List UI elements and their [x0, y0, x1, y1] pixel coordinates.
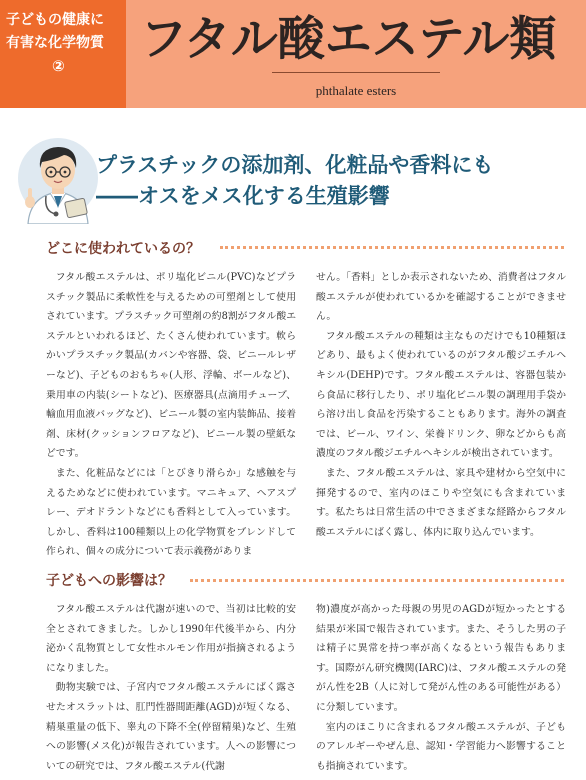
doctor-icon [16, 132, 100, 224]
section-heading-effects: 子どもへの影響は？ [46, 573, 172, 589]
series-number: ② [52, 57, 65, 75]
paragraph: また、化粧品などには「とびきり滑らか」な感触を与えるためなどに使われています。マニキュア、ヘアスプレー、デオドラントなどにも香料として入っています。しかし、香料は100種類以上の化学物質をブレンドして作られ、個々の成分について表示義務がありま [46, 467, 296, 558]
series-tag-line2: 有害な化学物質 [6, 35, 104, 51]
title-band [126, 0, 586, 108]
section-divider-usage [220, 246, 564, 249]
title-divider [272, 72, 440, 73]
series-tag [0, 0, 126, 108]
effects-column-left [46, 600, 296, 776]
paragraph: フタル酸エステルは、ポリ塩化ビニル(PVC)などプラスチック製品に柔軟性を与えるための可塑剤として使用されています。プラスチック可塑剤の約8割がフタル酸エステルといわれるほど、たくさん使われています。軟らかいプラスチック製品(カバンや容器、袋、ビニールレザーなど)、子どものおもちゃ(人形、浮輪、ボールなど)、乗用車の内装(シートなど)、医療器具(点滴用チューブ、輸血用血液バッグなど)、ビニール製の室内装飾品、接着剤、床材(クッションフロアなど)、ビニール製の壁紙などです。 [46, 272, 296, 460]
page-header [0, 0, 586, 108]
headline [96, 150, 493, 212]
paragraph: フタル酸エステルの種類は主なものだけでも10種類ほどあり、最もよく使われているのがフタル酸ジエチルヘキシル(DEHP)です。フタル酸エステルは、容器包装から食品に移行したり、ポリ塩化ビニル製の調理用手袋から溶け出し食品を汚染することもあります。海外の調査では、ビール、ワイン、栄養ドリンク、卵などからも高濃度のフタル酸ジエチルヘキシルが検出されています。 [316, 330, 566, 460]
paragraph: せん。「香料」としか表示されないため、消費者はフタル酸エステルが使われているかを確認することができません。 [316, 272, 566, 323]
paragraph: 室内のほこりに含まれるフタル酸エステルが、子どものアレルギーやぜん息、認知・学習能力へ影響することも指摘されています。 [316, 721, 566, 772]
page-title: フタル酸エステル類 [140, 12, 557, 67]
paragraph: また、フタル酸エステルは、家具や建材から空気中に揮発するので、室内のほこりや空気にも含まれています。私たちは日常生活の中でさまざまな経路からフタル酸エステルにばく露し、体内に取り込んでいます。 [316, 467, 566, 538]
section-heading-usage: どこに使われているの？ [46, 241, 200, 257]
usage-column-right [316, 268, 566, 542]
series-tag-line1: 子どもの健康に [6, 12, 104, 28]
headline-line1: プラスチックの添加剤、化粧品や香料にも [96, 153, 494, 177]
section-divider-effects [190, 579, 564, 582]
paragraph: 物)濃度が高かった母親の男児のAGDが短かったとする結果が米国で報告されています。また、そうした男の子は精子に異常を持つ率が高くなるという報告もあります。国際がん研究機関(IARC)は、フタル酸エステルの発がん性を2B（人に対して発がん性のある可能性がある）に分類しています。 [316, 604, 566, 713]
page-subtitle: phthalate esters [315, 83, 397, 98]
paragraph: 動物実験では、子宮内でフタル酸エステルにばく露させたオスラットは、肛門性器間距離(AGD)が短くなる、精巣重量の低下、睾丸の下降不全(停留精巣)など、生殖への影響(メス化)が報告されています。人への影響についての研究では、フタル酸エステル(代謝 [46, 682, 296, 772]
usage-column-left [46, 268, 296, 562]
headline-line2: ――オスをメス化する生殖影響 [96, 184, 390, 208]
paragraph: フタル酸エステルは代謝が速いので、当初は比較的安全とされてきました。しかし1990年代後半から、内分泌かく乱物質として女性ホルモン作用が指摘されるようになりました。 [46, 604, 296, 674]
effects-column-right [316, 600, 566, 776]
